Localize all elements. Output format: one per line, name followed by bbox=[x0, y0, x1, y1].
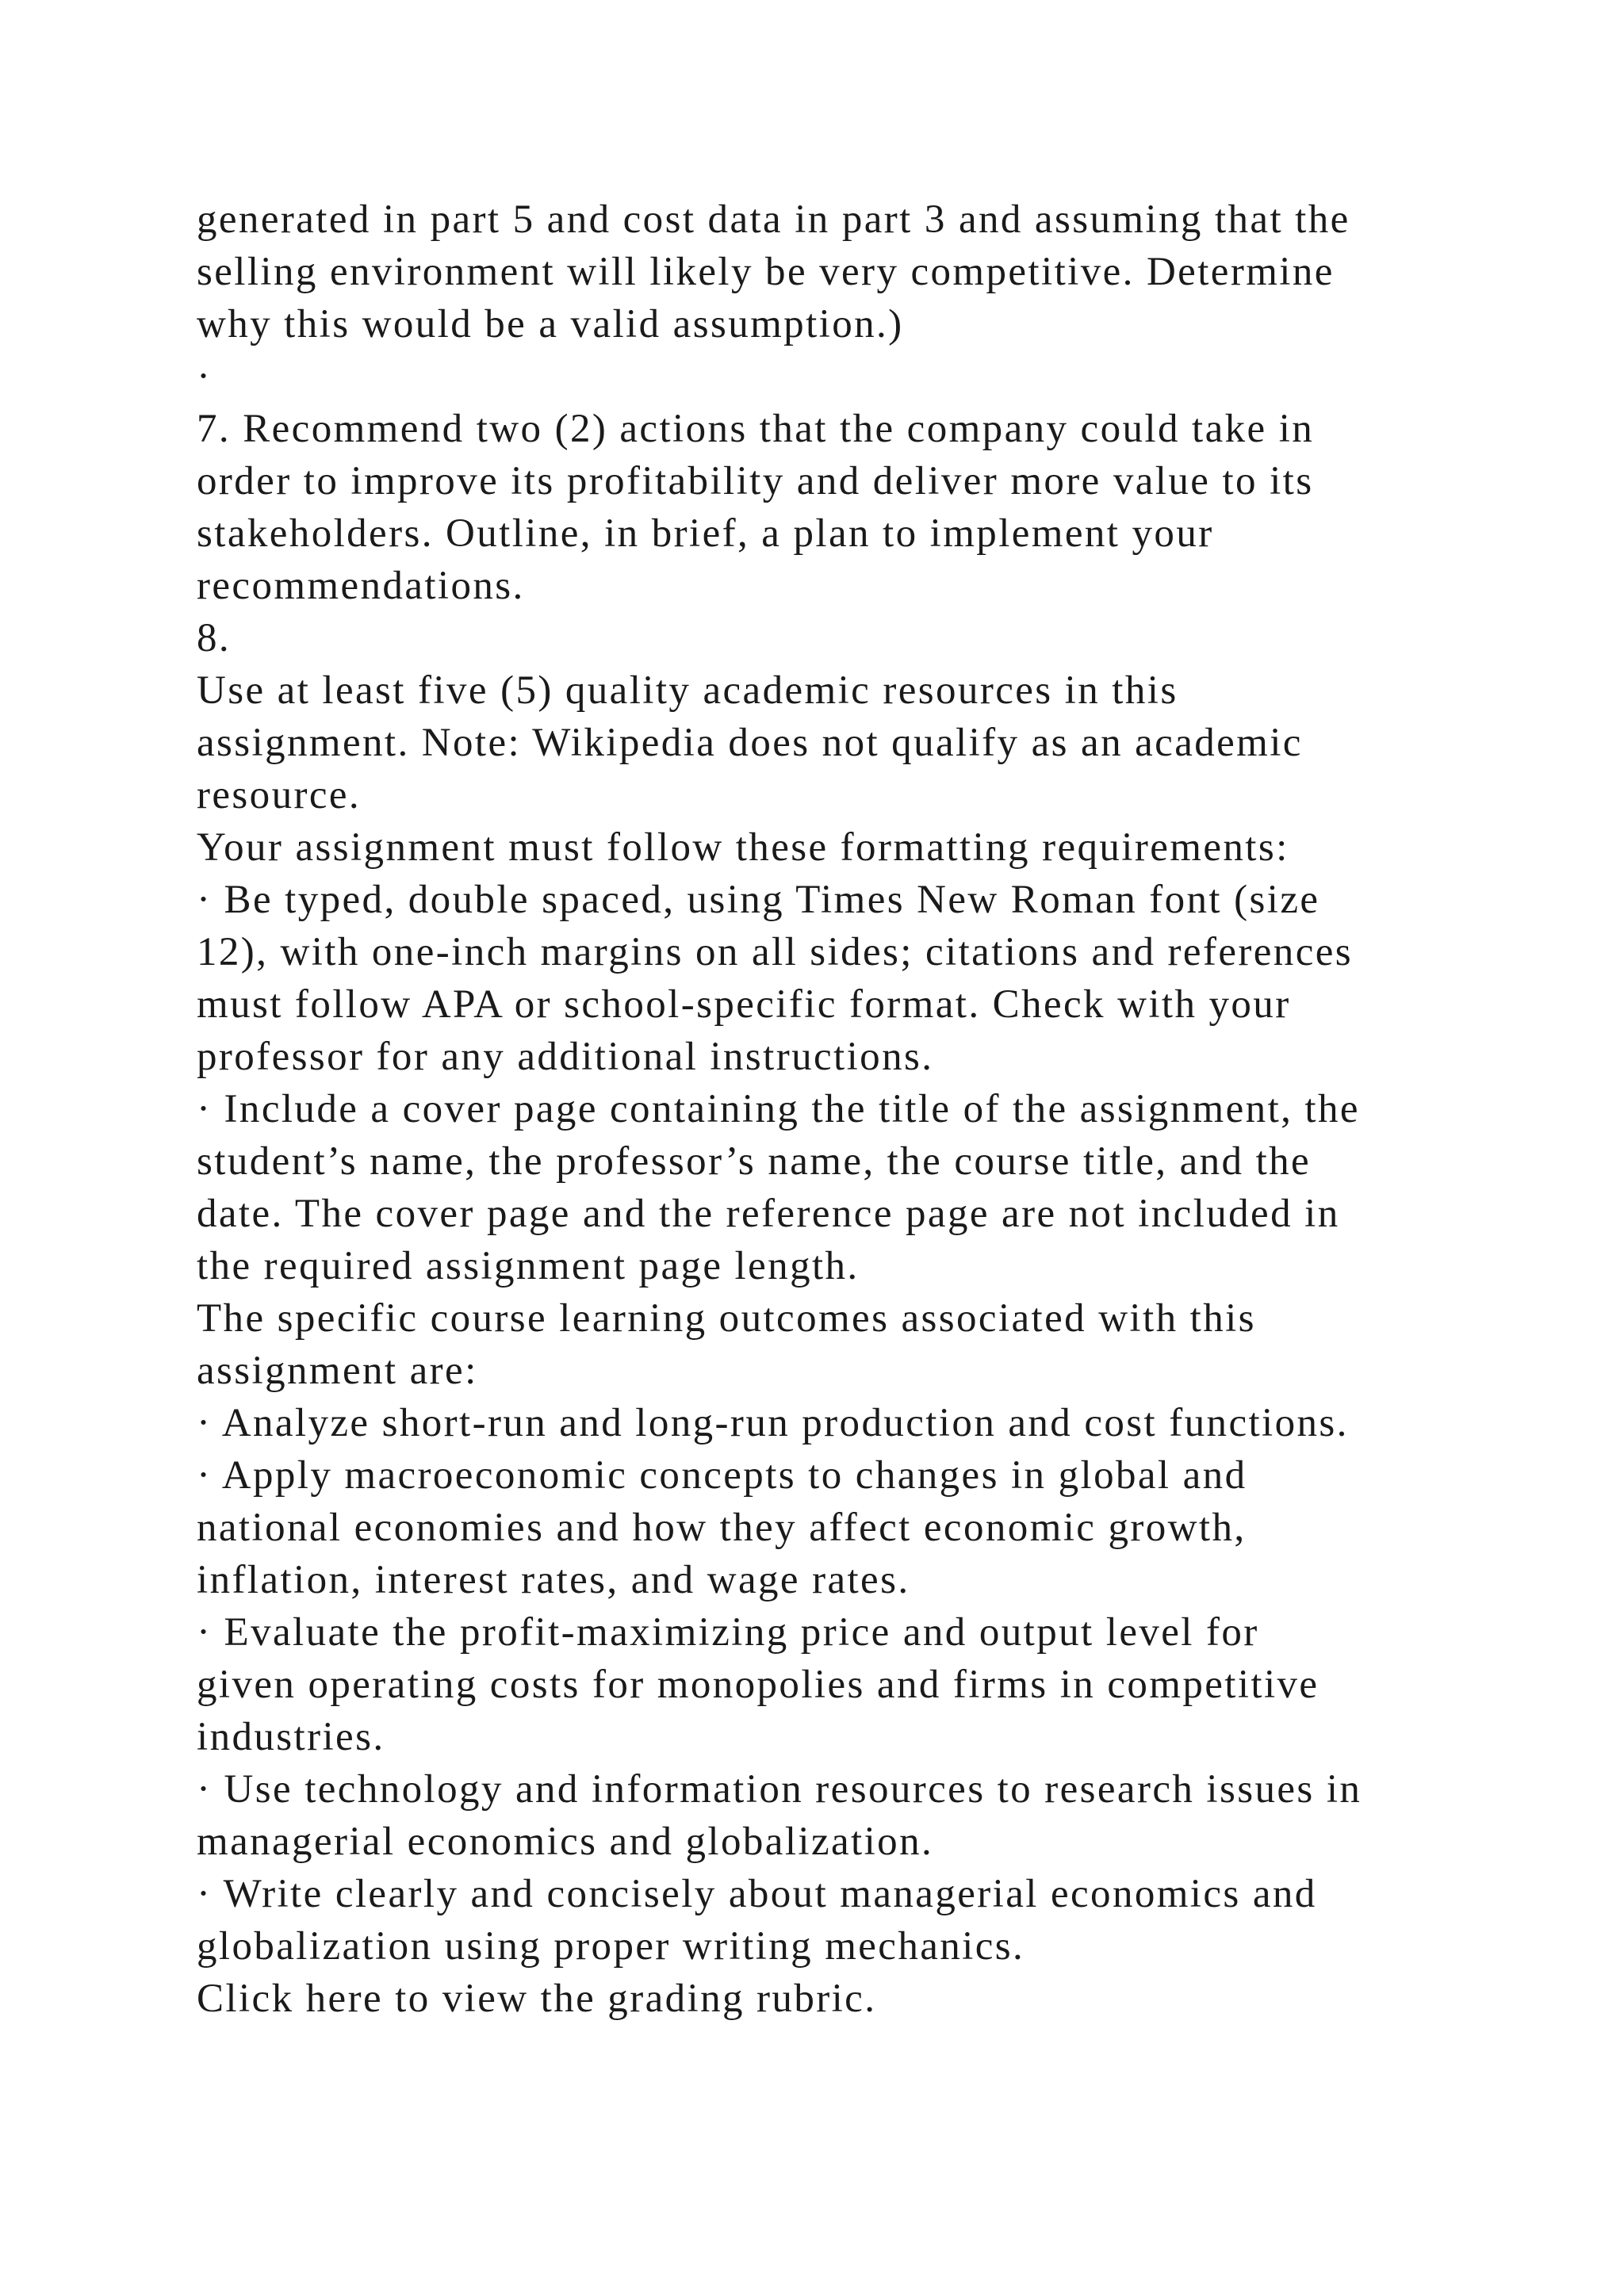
text-line: must follow APA or school-specific format. Check with your bbox=[197, 982, 1291, 1027]
text-line: 8. bbox=[197, 616, 232, 660]
text-line: resource. bbox=[197, 773, 362, 817]
bullet-line: · bbox=[197, 354, 213, 399]
text-line: 12), with one-inch margins on all sides; citations and references bbox=[197, 930, 1354, 974]
text-line: managerial economics and globalization. bbox=[197, 1820, 934, 1864]
text-line: stakeholders. Outline, in brief, a plan to implement your bbox=[197, 511, 1214, 556]
grading-rubric-link[interactable]: Click here to view the grading rubric. bbox=[197, 1976, 877, 2021]
text-line: national economies and how they affect economic growth, bbox=[197, 1506, 1247, 1550]
text-line: · Analyze short-run and long-run production and cost functions. bbox=[197, 1401, 1349, 1445]
text-line: why this would be a valid assumption.) bbox=[197, 302, 904, 346]
text-line: professor for any additional instructions. bbox=[197, 1035, 934, 1079]
text-line: 7. Recommend two (2) actions that the company could take in bbox=[197, 407, 1315, 451]
text-line: Use at least five (5) quality academic resources in this bbox=[197, 668, 1178, 713]
text-line: the required assignment page length. bbox=[197, 1244, 860, 1288]
text-line: assignment are: bbox=[197, 1349, 478, 1393]
text-line: assignment. Note: Wikipedia does not qualify as an academic bbox=[197, 721, 1303, 765]
text-line: · Apply macroeconomic concepts to changes in global and bbox=[197, 1453, 1247, 1498]
text-line: Your assignment must follow these formatting requirements: bbox=[197, 825, 1289, 870]
text-line: · Be typed, double spaced, using Times New Roman font (size bbox=[197, 878, 1320, 922]
text-line: · Use technology and information resources to research issues in bbox=[197, 1767, 1362, 1812]
text-line: date. The cover page and the reference page are not included in bbox=[197, 1192, 1340, 1236]
document-body bbox=[197, 193, 1481, 2025]
text-line: given operating costs for monopolies and firms in competitive bbox=[197, 1663, 1320, 1707]
text-line: · Evaluate the profit-maximizing price and output level for bbox=[197, 1610, 1259, 1655]
text-line: recommendations. bbox=[197, 564, 525, 608]
text-line: order to improve its profitability and deliver more value to its bbox=[197, 459, 1314, 503]
text-line: selling environment will likely be very competitive. Determine bbox=[197, 250, 1335, 294]
text-line: industries. bbox=[197, 1715, 385, 1759]
text-line: student’s name, the professor’s name, the course title, and the bbox=[197, 1139, 1312, 1184]
text-line: globalization using proper writing mechanics. bbox=[197, 1924, 1025, 1969]
text-line: · Include a cover page containing the title of the assignment, the bbox=[197, 1087, 1360, 1131]
text-line: generated in part 5 and cost data in part 3 and assuming that the bbox=[197, 197, 1350, 242]
text-line: inflation, interest rates, and wage rates. bbox=[197, 1558, 910, 1602]
text-line: · Write clearly and concisely about managerial economics and bbox=[197, 1872, 1317, 1916]
text-line: The specific course learning outcomes associated with this bbox=[197, 1296, 1256, 1341]
